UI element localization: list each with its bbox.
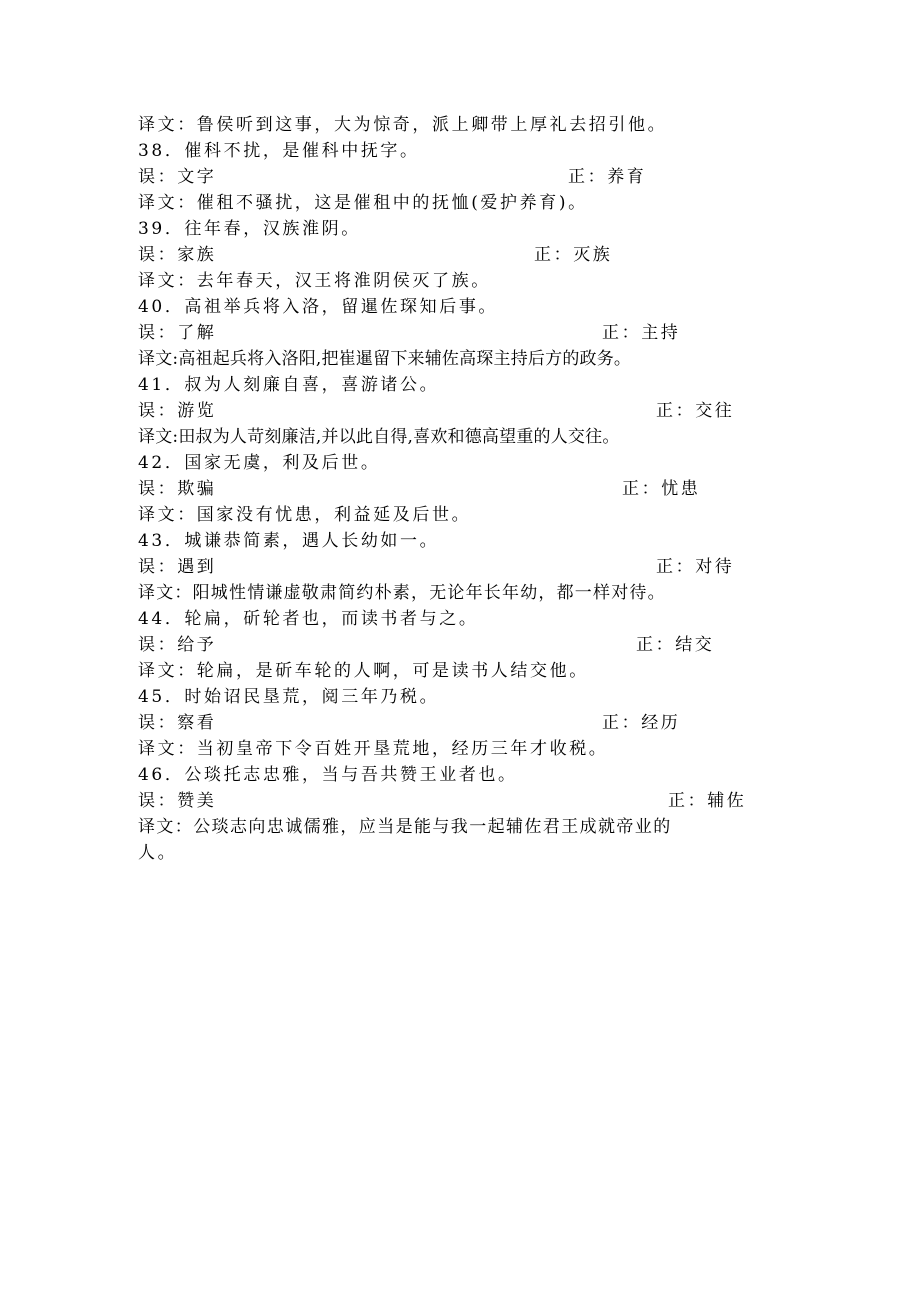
question-line: 40．高祖举兵将入洛，留暹佐琛知后事。 xyxy=(138,297,499,317)
answer-row xyxy=(138,632,788,658)
translation-line: 译文：阳城性情谦虚敬肃简约朴素，无论年长年幼，都一样对待。 xyxy=(138,583,666,603)
answer-row xyxy=(138,242,788,268)
answer-row xyxy=(138,398,788,424)
answer-row xyxy=(138,164,788,190)
correct-answer: 正：养育 xyxy=(568,167,647,187)
question-line: 42．国家无虞，利及后世。 xyxy=(138,453,381,473)
wrong-answer: 误：文字 xyxy=(138,167,217,187)
correct-answer: 正：主持 xyxy=(602,323,681,343)
translation-line: 译文：当初皇帝下令百姓开垦荒地，经历三年才收税。 xyxy=(138,739,609,759)
question-line: 46．公琰托志忠雅，当与吾共赞王业者也。 xyxy=(138,765,518,785)
wrong-answer: 误：察看 xyxy=(138,713,217,733)
translation-line: 人。 xyxy=(138,843,178,863)
question-line: 38．催科不扰，是催科中抚字。 xyxy=(138,141,420,161)
translation-line: 译文：鲁侯听到这事，大为惊奇，派上卿带上厚礼去招引他。 xyxy=(138,115,668,135)
wrong-answer: 误：给予 xyxy=(138,635,217,655)
question-line: 41．叔为人刻廉自喜，喜游诸公。 xyxy=(138,375,440,395)
translation-line: 译文:高祖起兵将入洛阳,把崔暹留下来辅佐高琛主持后方的政务。 xyxy=(138,349,632,369)
answer-row xyxy=(138,710,788,736)
translation-line: 译文：公琰志向忠诚儒雅，应当是能与我一起辅佐君王成就帝业的 xyxy=(138,817,672,837)
question-line: 39．往年春，汉族淮阴。 xyxy=(138,219,361,239)
wrong-answer: 误：家族 xyxy=(138,245,217,265)
translation-line: 译文：轮扁，是斫车轮的人啊，可是读书人结交他。 xyxy=(138,661,589,681)
correct-answer: 正：灭族 xyxy=(534,245,613,265)
correct-answer: 正：辅佐 xyxy=(668,791,747,811)
wrong-answer: 误：遇到 xyxy=(138,557,217,577)
wrong-answer: 误：游览 xyxy=(138,401,217,421)
translation-line: 译文：催租不骚扰，这是催租中的抚恤(爱护养育)。 xyxy=(138,193,588,213)
answer-row xyxy=(138,788,788,814)
translation-line: 译文：国家没有忧患，利益延及后世。 xyxy=(138,505,472,525)
correct-answer: 正：忧患 xyxy=(622,479,701,499)
answer-row xyxy=(138,554,788,580)
document-body xyxy=(138,112,788,866)
answer-row xyxy=(138,320,788,346)
correct-answer: 正：对待 xyxy=(656,557,735,577)
correct-answer: 正：交往 xyxy=(656,401,735,421)
correct-answer: 正：结交 xyxy=(636,635,715,655)
correct-answer: 正：经历 xyxy=(602,713,681,733)
question-line: 45．时始诏民垦荒，阅三年乃税。 xyxy=(138,687,440,707)
question-line: 43．城谦恭简素，遇人长幼如一。 xyxy=(138,531,440,551)
translation-line: 译文:田叔为人苛刻廉洁,并以此自得,喜欢和德高望重的人交往。 xyxy=(138,427,620,447)
wrong-answer: 误：赞美 xyxy=(138,791,217,811)
wrong-answer: 误：了解 xyxy=(138,323,217,343)
translation-line: 译文：去年春天，汉王将淮阴侯灭了族。 xyxy=(138,271,491,291)
answer-row xyxy=(138,476,788,502)
question-line: 44．轮扁，斫轮者也，而读书者与之。 xyxy=(138,609,479,629)
wrong-answer: 误：欺骗 xyxy=(138,479,217,499)
